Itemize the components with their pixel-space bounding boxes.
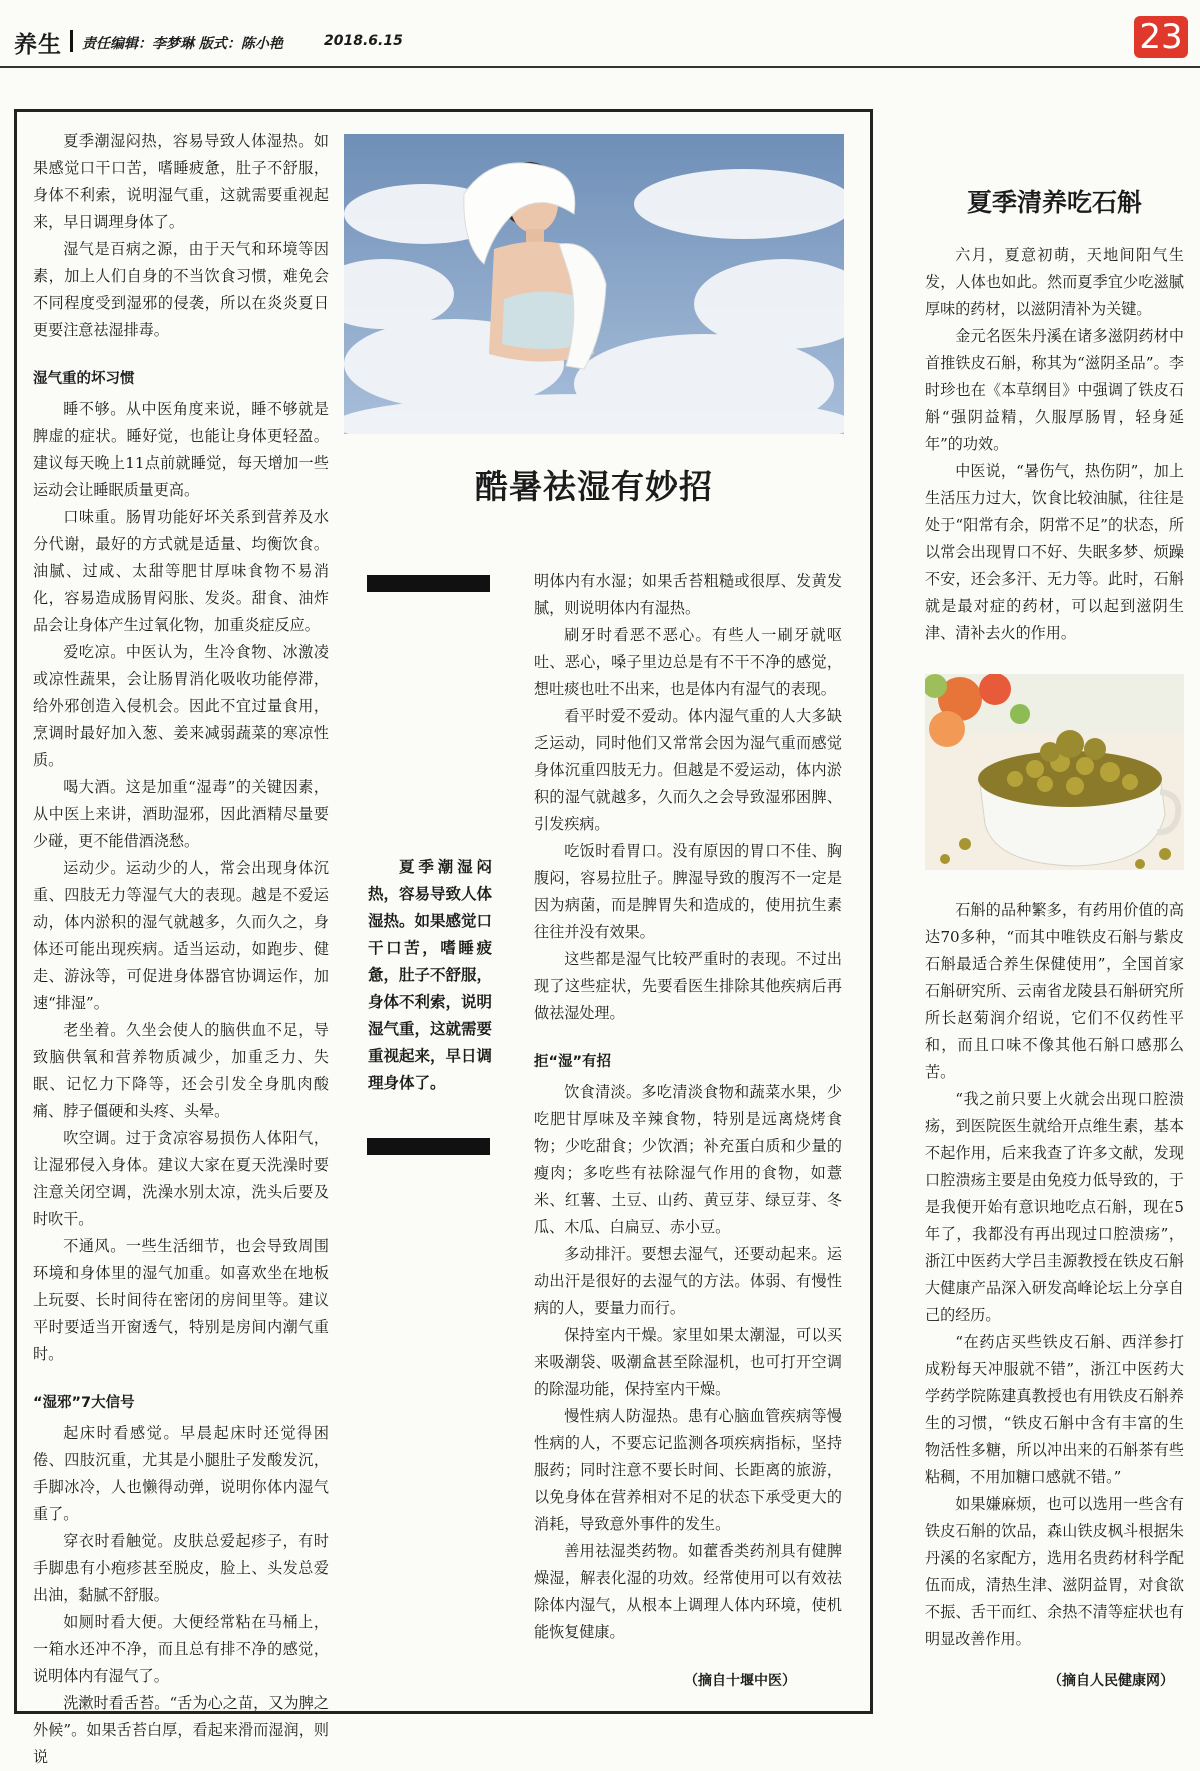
pullquote-top-bar (367, 575, 490, 592)
section-heading: 湿气重的坏习惯 (33, 371, 135, 387)
page-number: 23 (1134, 16, 1188, 58)
paragraph: 六月，夏意初萌，天地间阳气生发，人体也如此。然而夏季宜少吃滋腻厚味的药材，以滋阴清补为关键。 (925, 246, 1184, 318)
paragraph: 老坐着。久坐会使人的脑供血不足，导致脑供氧和营养物质减少，加重乏力、失眠、记忆力下降等，还会引发全身肌肉酸痛、脖子僵硬和头疼、头晕。 (33, 1021, 329, 1120)
article1-title: 酷暑祛湿有妙招 (475, 467, 713, 506)
article2-column-top (925, 242, 1184, 647)
article2-source: （摘自人民健康网） (1048, 1673, 1174, 1689)
section-heading: “湿邪”7大信号 (33, 1395, 135, 1411)
dendrobium-tea-photo (925, 674, 1184, 870)
header-divider (70, 30, 73, 52)
paragraph: “在药店买些铁皮石斛、西洋参打成粉每天冲服就不错”，浙江中医药大学药学院陈建真教授也有用铁皮石斛养生的习惯，“铁皮石斛中含有丰富的生物活性多糖，所以冲出来的石斛茶有些粘稠，不用加糖口感就不错。” (925, 1333, 1184, 1486)
article2-title: 夏季清养吃石斛 (966, 188, 1142, 217)
paragraph: 金元名医朱丹溪在诸多滋阴药材中首推铁皮石斛，称其为“滋阴圣品”。李时珍也在《本草纲目》中强调了铁皮石斛“强阴益精，久服厚肠胃，轻身延年”的功效。 (925, 327, 1184, 453)
paragraph: 起床时看感觉。早晨起床时还觉得困倦、四肢沉重，尤其是小腿肚子发酸发沉，手脚冰冷，人也懒得动弹，说明你体内湿气重了。 (33, 1424, 329, 1523)
section-name: 养生 (14, 32, 62, 58)
paragraph: 慢性病人防湿热。患有心脑血管疾病等慢性病的人，不要忘记监测各项疾病指标，坚持服药；同时注意不要长时间、长距离的旅游，以免身体在营养相对不足的状态下承受更大的消耗，导致意外事件的发生。 (534, 1407, 842, 1533)
paragraph: 如厕时看大便。大便经常粘在马桶上，一箱水还冲不净，而且总有排不净的感觉，说明体内有湿气了。 (33, 1613, 329, 1685)
issue-date: 2018.6.15 (324, 33, 403, 49)
paragraph: 洗漱时看舌苔。“舌为心之苗，又为脾之外候”。如果舌苔白厚，看起来滑而湿润，则说 (33, 1694, 329, 1766)
pullquote-bottom-bar (367, 1138, 490, 1155)
paragraph: 饮食清淡。多吃清淡食物和蔬菜水果，少吃肥甘厚味及辛辣食物，特别是远离烧烤食物；少吃甜食；少饮酒；补充蛋白质和少量的瘦肉；多吃些有祛除湿气作用的食物，如薏米、红薯、土豆、山药、黄豆芽、绿豆芽、冬瓜、木瓜、白扁豆、赤小豆。 (534, 1083, 842, 1236)
woman-towel-photo (344, 134, 844, 434)
article1-column-2 (534, 568, 842, 1646)
pull-quote-text: 夏季潮湿闷热，容易导致人体湿热。如果感觉口干口苦，嗜睡疲惫，肚子不舒服，身体不利索，说明湿气重，这就需要重视起来，早日调理身体了。 (368, 857, 493, 1092)
paragraph: 吹空调。过于贪凉容易损伤人体阳气，让湿邪侵入身体。建议大家在夏天洗澡时要注意关闭空调，洗澡水别太凉，洗头后要及时吹干。 (33, 1129, 329, 1228)
paragraph: 睡不够。从中医角度来说，睡不够就是脾虚的症状。睡好觉，也能让身体更轻盈。建议每天晚上11点前就睡觉，每天增加一些运动会让睡眠质量更高。 (33, 400, 329, 499)
article1-source: （摘自十堰中医） (684, 1673, 796, 1689)
pull-quote (368, 853, 492, 1096)
paragraph: 石斛的品种繁多，有药用价值的高达70多种，“而其中唯铁皮石斛与紫皮石斛最适合养生保健使用”，全国首家石斛研究所、云南省龙陵县石斛研究所所长赵菊润介绍说，它们不仅药性平和，而且口味不像其他石斛口感那么苦。 (925, 901, 1184, 1081)
section-heading: 拒“湿”有招 (534, 1054, 612, 1070)
paragraph: 穿衣时看触觉。皮肤总爱起疹子，有时手脚患有小疱疹甚至脱皮，脸上、头发总爱出油，黏腻不舒服。 (33, 1532, 329, 1604)
article2-column-bottom (925, 897, 1184, 1653)
paragraph: 口味重。肠胃功能好坏关系到营养及水分代谢，最好的方式就是适量、均衡饮食。油腻、过咸、太甜等肥甘厚味食物不易消化，容易造成肠胃闷胀、发炎。甜食、油炸品会让身体产生过氧化物，加重炎症反应。 (33, 508, 329, 634)
paragraph: 喝大酒。这是加重“湿毒”的关键因素，从中医上来讲，酒助湿邪，因此酒精尽量要少碰，更不能借酒浇愁。 (33, 778, 329, 850)
editor-credits: 责任编辑：李梦琳 版式：陈小艳 (82, 36, 283, 52)
paragraph: 爱吃凉。中医认为，生冷食物、冰激凌或凉性蔬果，会让肠胃消化吸收功能停滞，给外邪创造入侵机会。因此不宜过量食用，烹调时最好加入葱、姜来减弱蔬菜的寒凉性质。 (33, 643, 329, 769)
paragraph: 看平时爱不爱动。体内湿气重的人大多缺乏运动，同时他们又常常会因为湿气重而感觉身体沉重四肢无力。但越是不爱运动，体内淤积的湿气就越多，久而久之会导致湿邪困脾、引发疾病。 (534, 707, 842, 833)
header-rule (0, 66, 1200, 68)
paragraph: 刷牙时看恶不恶心。有些人一刷牙就呕吐、恶心，嗓子里边总是有不干不净的感觉，想吐痰也吐不出来，也是体内有湿气的表现。 (534, 626, 842, 698)
paragraph: 明体内有水湿；如果舌苔粗糙或很厚、发黄发腻，则说明体内有湿热。 (534, 572, 842, 617)
paragraph: 夏季潮湿闷热，容易导致人体湿热。如果感觉口干口苦，嗜睡疲惫，肚子不舒服，身体不利索，说明湿气重，这就需要重视起来，早日调理身体了。 (33, 132, 329, 231)
paragraph: 多动排汗。要想去湿气，还要动起来。运动出汗是很好的去湿气的方法。体弱、有慢性病的人，要量力而行。 (534, 1245, 842, 1317)
paragraph: 善用祛湿类药物。如藿香类药剂具有健脾燥湿，解表化湿的功效。经常使用可以有效祛除体内湿气，从根本上调理人体内环境，使机能恢复健康。 (534, 1542, 842, 1641)
paragraph: 如果嫌麻烦，也可以选用一些含有铁皮石斛的饮品，森山铁皮枫斗根据朱丹溪的名家配方，选用名贵药材科学配伍而成，清热生津、滋阴益胃，对食欲不振、舌干而红、余热不清等症状也有明显改善作用。 (925, 1495, 1184, 1648)
paragraph: 湿气是百病之源，由于天气和环境等因素，加上人们自身的不当饮食习惯，难免会不同程度受到湿邪的侵袭，所以在炎炎夏日更要注意祛湿排毒。 (33, 240, 329, 339)
paragraph: 这些都是湿气比较严重时的表现。不过出现了这些症状，先要看医生排除其他疾病后再做祛湿处理。 (534, 950, 842, 1022)
paragraph: 中医说，“暑伤气，热伤阴”，加上生活压力过大，饮食比较油腻，往往是处于“阳常有余，阴常不足”的状态，所以常会出现胃口不好、失眠多梦、烦躁不安，还会多汗、无力等。此时，石斛就是最对症的药材，可以起到滋阴生津、清补去火的作用。 (925, 462, 1184, 642)
paragraph: 不通风。一些生活细节，也会导致周围环境和身体里的湿气加重。如喜欢坐在地板上玩耍、长时间待在密闭的房间里等。建议平时要适当开窗透气，特别是房间内潮气重时。 (33, 1237, 329, 1363)
paragraph: 运动少。运动少的人，常会出现身体沉重、四肢无力等湿气大的表现。越是不爱运动，体内淤积的湿气就越多，久而久之，身体还可能出现疾病。适当运动，如跑步、健走、游泳等，可促进身体器官协调运作，加速“排湿”。 (33, 859, 329, 1012)
paragraph: 保持室内干燥。家里如果太潮湿，可以买来吸潮袋、吸潮盒甚至除湿机，也可打开空调的除湿功能，保持室内干燥。 (534, 1326, 842, 1398)
paragraph: 吃饭时看胃口。没有原因的胃口不佳、胸腹闷，容易拉肚子。脾湿导致的腹泻不一定是因为病菌，而是脾胃失和造成的，使用抗生素往往并没有效果。 (534, 842, 842, 941)
paragraph: “我之前只要上火就会出现口腔溃疡，到医院医生就给开点维生素，基本不起作用，后来我查了许多文献，发现口腔溃疡主要是由免疫力低导致的，于是我便开始有意识地吃点石斛，现在5年了，我都没有再出现过口腔溃疡”，浙江中医药大学吕圭源教授在铁皮石斛大健康产品深入研发高峰论坛上分享自己的经历。 (925, 1090, 1184, 1324)
article1-column-1 (33, 128, 329, 1771)
